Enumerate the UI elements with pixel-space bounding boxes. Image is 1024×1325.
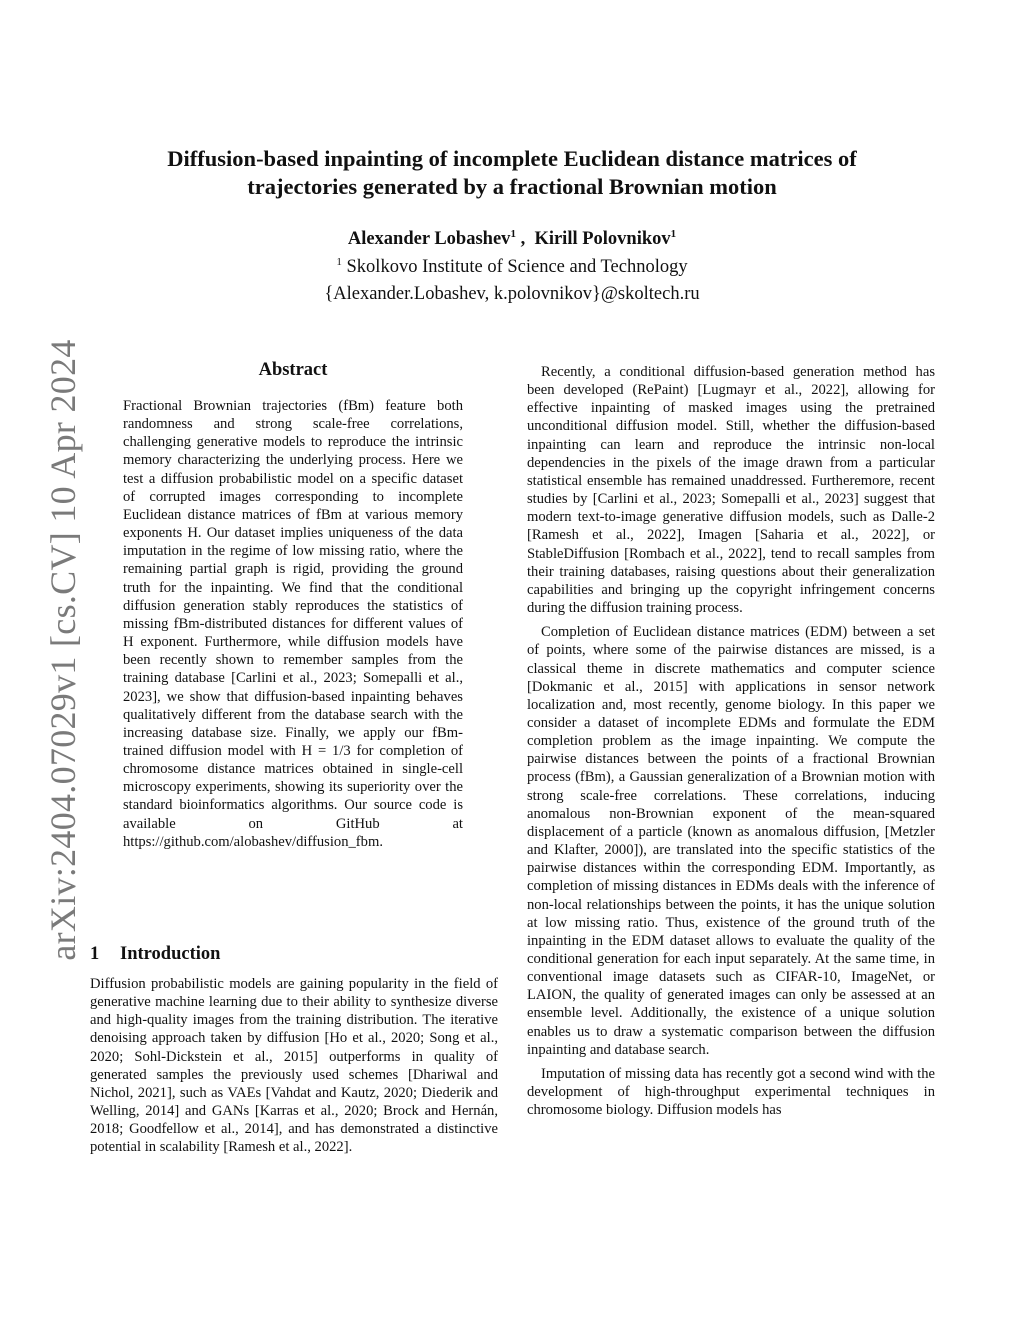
paper-title: Diffusion-based inpainting of incomplete Euclidean distance matrices of trajectories generated by a fractional Brownian motion: [167, 146, 857, 199]
author-list: [110, 229, 914, 250]
body-paragraph: Completion of Euclidean distance matrices (EDM) between a set of points, where some of the pairwise distances are missed, is a classical theme in discrete mathematics and computer science [Dokmanic et al., 2015] with applications in sensor network localization and, most recently, genome biology. In this paper we consider a dataset of incomplete EDMs and formulate the EDM completion problem as the image inpainting. We compute the pairwise distances between the points of a fractional Brownian process (fBm), a Gaussian generalization of a Brownian motion with strong scale-free correlations. These correlations, inducing anomalous non-Brownian exponent of the mean-squared displacement of a particle (known as anomalous diffusion, [Metzler and Klafter, 2000]), are translated into the specific statistics of the pairwise distances within the corresponding EDM. Importantly, as completion of missing distances in EDMs deals with the inference of non-local relationships between the points, it has the unique solution at low missing ratio. Thus, existence of the ground truth of the inpainting in the EDM dataset allows to evaluate the quality of the conditional generation for each input separately. At the same time, in conventional image datasets such as CIFAR-10, ImageNet, or LAION, the quality of generated images can only be assessed at an ensemble level. Additionally, the existence of a unique solution enables us to draw a systematic comparison between the diffusion inpainting and database search.: [527, 624, 935, 1058]
abstract-text: Fractional Brownian trajectories (fBm) feature both randomness and strong scale-free correlations, challenging generative models to reproduce the intrinsic memory characterizing the underlying process. Here we test a diffusion probabilistic model on a specific dataset of corrupted images corresponding to incomplete Euclidean distance matrices of fBm at various memory exponents H. Our dataset implies uniqueness of the data imputation in the regime of low missing ratio, where the remaining partial graph is rigid, providing the ground truth for the inpainting. We find that the conditional diffusion generation stably reproduces the statistics of missing fBm-distributed distances for different values of H exponent. Furthermore, while diffusion models have been recently shown to remember samples from the training database [Carlini et al., 2023; Somepalli et al., 2023], we show that diffusion-based inpainting behaves qualitatively different from the database search with the increasing database size. Finally, we apply our fBm-trained diffusion model with H = 1/3 for completion of chromosome distance matrices obtained in single-cell microscopy experiments, showing its superiority over the standard bioinformatics algorithms. Our source code is available on GitHub at https://github.com/alobashev/diffusion_fbm.: [123, 398, 463, 850]
section-number: 1: [90, 944, 100, 964]
body-paragraph: Imputation of missing data has recently got a second wind with the development of high-throughput experimental techniques in chromosome biology. Diffusion models has: [527, 1065, 935, 1119]
intro-paragraph: Diffusion probabilistic models are gaining popularity in the field of generative machine learning due to their ability to synthesize diverse and high-quality images from the training distribution. The iterative denoising approach taken by diffusion [Ho et al., 2020; Song et al., 2020; Sohl-Dickstein et al., 2015] outperforms in quality of generated samples the previously used schemes [Dhariwal and Nichol, 2021], such as VAEs [Vahdat and Kautz, 2020; Diederik and Welling, 2014] and GANs [Karras et al., 2020; Brock and Hernán, 2018; Goodfellow et al., 2014], and has demonstrated a distinctive potential in scalability [Ramesh et al., 2022].: [90, 976, 498, 1156]
author-name: Alexander Lobashev: [347, 229, 511, 249]
arxiv-identifier: arXiv:2404.07029v1 [cs.CV] 10 Apr 2024: [43, 339, 83, 961]
author-separator: ,: [515, 229, 535, 249]
body-paragraph: Recently, a conditional diffusion-based generation method has been developed (RePaint) [Lugmayr et al., 2022], allowing for effective inpainting of masked images using the pretrained unconditional diffusion model. Still, whether the diffusion-based inpainting can learn and reproduce the intrinsic non-local dependencies in the pixels of the image drawn from a particular statistical ensemble has remained unaddressed. Furtheremore, recent studies by [Carlini et al., 2023; Somepalli et al., 2023] suggest that modern text-to-image generative diffusion models, such as Dalle-2 [Ramesh et al., 2022], Imagen [Saharia et al., 2022], or StableDiffusion [Rombach et al., 2022], tend to recall samples from their training databases, raising questions about their generalization capabilities and bringing up the copyright infringement concerns during the diffusion training process.: [527, 364, 935, 617]
author-emails: {Alexander.Lobashev, k.polovnikov}@skoltech.ru: [324, 284, 700, 304]
author-affiliation-mark: 1: [670, 228, 677, 240]
abstract-heading: Abstract: [258, 360, 328, 380]
right-column: [527, 363, 935, 1125]
affiliation: [110, 257, 914, 278]
author-name: Kirill Polovnikov: [534, 229, 671, 249]
affiliation-mark: 1: [336, 256, 342, 268]
author-affiliation-mark: 1: [510, 228, 516, 240]
affiliation-name: Skolkovo Institute of Science and Technology: [341, 257, 688, 277]
section-title: Introduction: [120, 944, 221, 964]
section-heading: [90, 944, 498, 965]
